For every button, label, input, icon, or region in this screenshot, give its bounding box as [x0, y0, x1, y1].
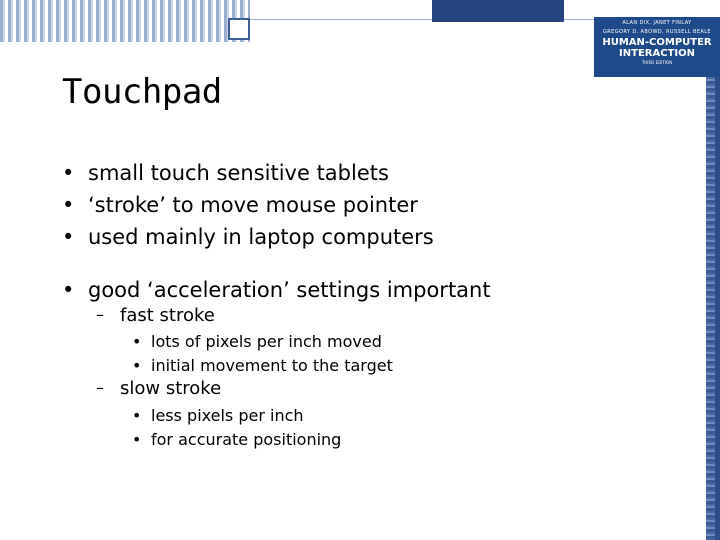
bullet-item [62, 189, 434, 221]
cover-title-2: INTERACTION [619, 48, 695, 59]
bullet-icon: • [62, 193, 75, 217]
bullet-text: used mainly in laptop computers [88, 225, 434, 249]
bullet-icon: • [62, 161, 75, 185]
bullet-text: ‘stroke’ to move mouse pointer [88, 193, 418, 217]
bullet-list-2 [62, 274, 491, 306]
bullet-icon: • [62, 278, 75, 302]
list-item-text: less pixels per inch [151, 406, 304, 425]
cover-edition: THIRD EDITION [641, 60, 673, 65]
list-item-text: initial movement to the target [151, 356, 393, 375]
cover-authors-1: ALAN DIX, JANET FINLAY [622, 20, 692, 26]
list-item [132, 354, 393, 378]
sub-bullet-slow-stroke [96, 378, 221, 399]
bullet-icon: • [62, 225, 75, 249]
bullet-list-1 [62, 157, 434, 253]
bullet-icon: • [132, 356, 142, 375]
header-decoration-band [0, 0, 250, 42]
list-item-text: lots of pixels per inch moved [151, 332, 382, 351]
dash-icon: – [96, 378, 104, 397]
bullet-item [62, 274, 491, 306]
header-decoration-box [228, 18, 250, 40]
dash-icon: – [96, 305, 104, 324]
list-item [132, 428, 341, 452]
sub-sub-list-1 [132, 330, 393, 378]
right-decoration-stripe [706, 77, 720, 540]
bullet-icon: • [132, 406, 142, 425]
cover-title-1: HUMAN-COMPUTER [602, 37, 712, 48]
sub-bullet-fast-stroke [96, 305, 215, 326]
bullet-icon: • [132, 332, 142, 351]
list-item [132, 404, 341, 428]
bullet-item [62, 221, 434, 253]
sub-bullet-text: fast stroke [120, 305, 215, 326]
sub-bullet-text: slow stroke [120, 378, 222, 399]
slide-title: Touchpad [62, 72, 222, 112]
sub-sub-list-2 [132, 404, 341, 452]
list-item-text: for accurate positioning [151, 430, 342, 449]
bullet-text: good ‘acceleration’ settings important [88, 278, 491, 302]
book-cover-logo [594, 17, 720, 77]
bullet-icon: • [132, 430, 142, 449]
bullet-text: small touch sensitive tablets [88, 161, 389, 185]
cover-authors-2: GREGORY D. ABOWD, RUSSELL BEALE [603, 29, 711, 35]
list-item [132, 330, 393, 354]
bullet-item [62, 157, 434, 189]
header-dark-block [432, 0, 564, 22]
